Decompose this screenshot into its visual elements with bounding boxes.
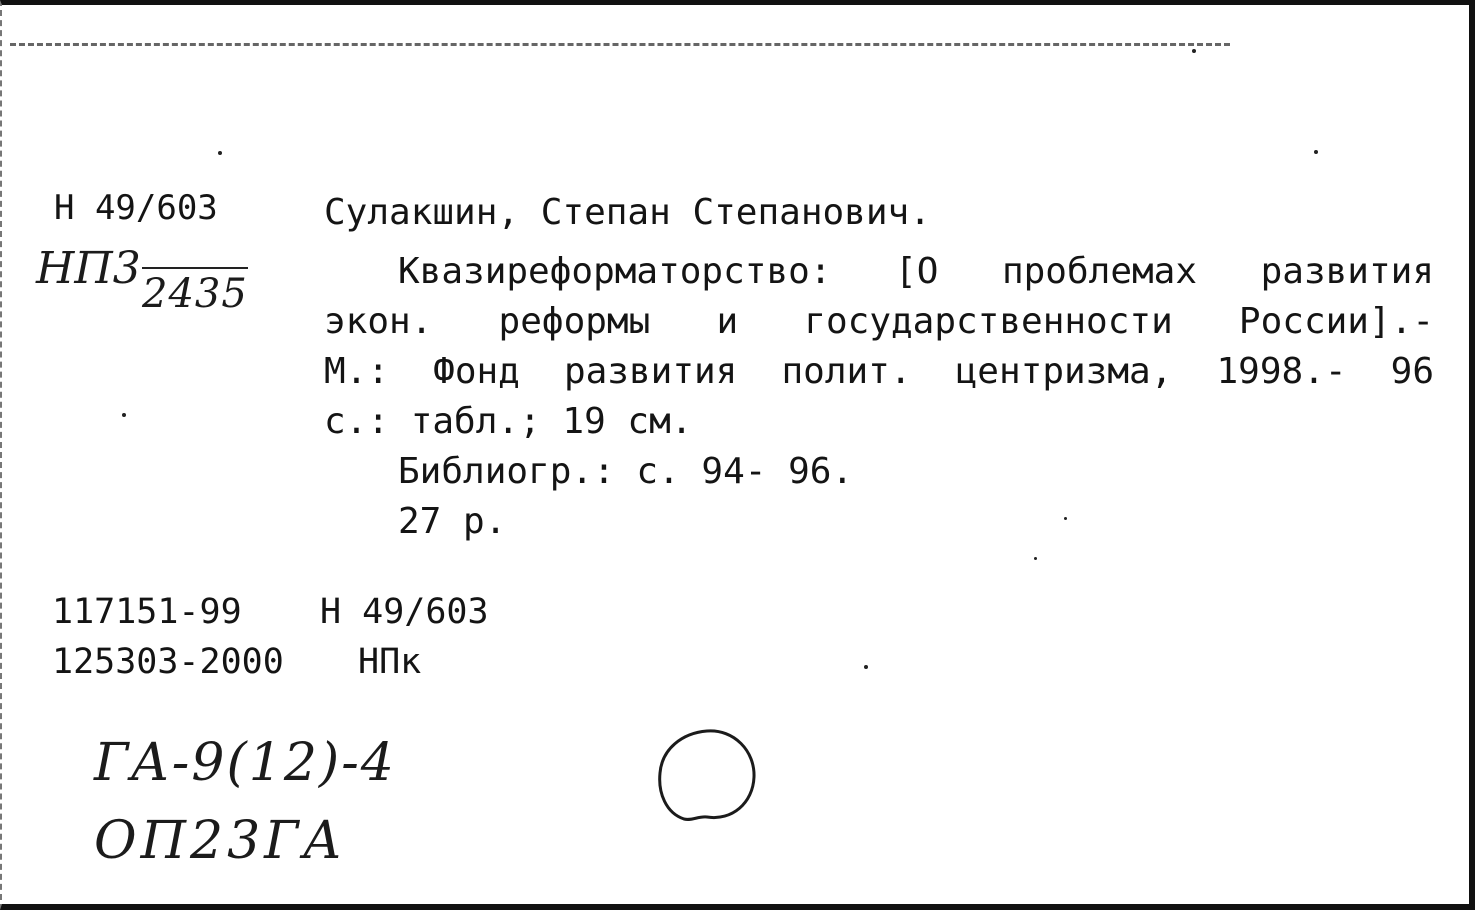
handwritten-note-2: ОП23ГА <box>94 811 346 871</box>
description-line-3: М.: Фонд развития полит. центризма, 1998.- 96 <box>324 351 1434 392</box>
handwritten-code: НП3 <box>36 243 141 294</box>
speck <box>1034 557 1037 560</box>
accession-number-1: 117151-99 <box>52 592 242 632</box>
speck <box>1064 517 1067 520</box>
price: 27 р. <box>398 501 507 542</box>
speck <box>1314 150 1318 154</box>
accession-number-2: 125303-2000 <box>52 642 284 682</box>
author-heading: Сулакшин, Степан Степанович. <box>324 192 931 233</box>
hole-circle-icon <box>652 723 762 825</box>
description-line-2: экон. реформы и государственности России].- <box>324 301 1434 342</box>
description-line-1: Квазиреформаторство: [О проблемах развития <box>398 251 1434 292</box>
speck <box>864 665 868 669</box>
accession-mark-2: НПк <box>358 642 422 682</box>
shelfmark: Н 49/603 <box>54 188 218 228</box>
accession-mark-1: Н 49/603 <box>320 592 489 632</box>
bibliography-note: Библиогр.: с. 94- 96. <box>398 451 854 492</box>
top-dashed-line <box>10 43 1230 46</box>
speck <box>218 151 222 155</box>
handwritten-number: 2435 <box>142 267 248 317</box>
handwritten-note-1: ГА-9(12)-4 <box>94 733 396 793</box>
description-line-4: с.: табл.; 19 см. <box>324 401 693 442</box>
speck <box>122 413 126 417</box>
description-block <box>324 247 1434 547</box>
speck <box>1192 49 1196 53</box>
